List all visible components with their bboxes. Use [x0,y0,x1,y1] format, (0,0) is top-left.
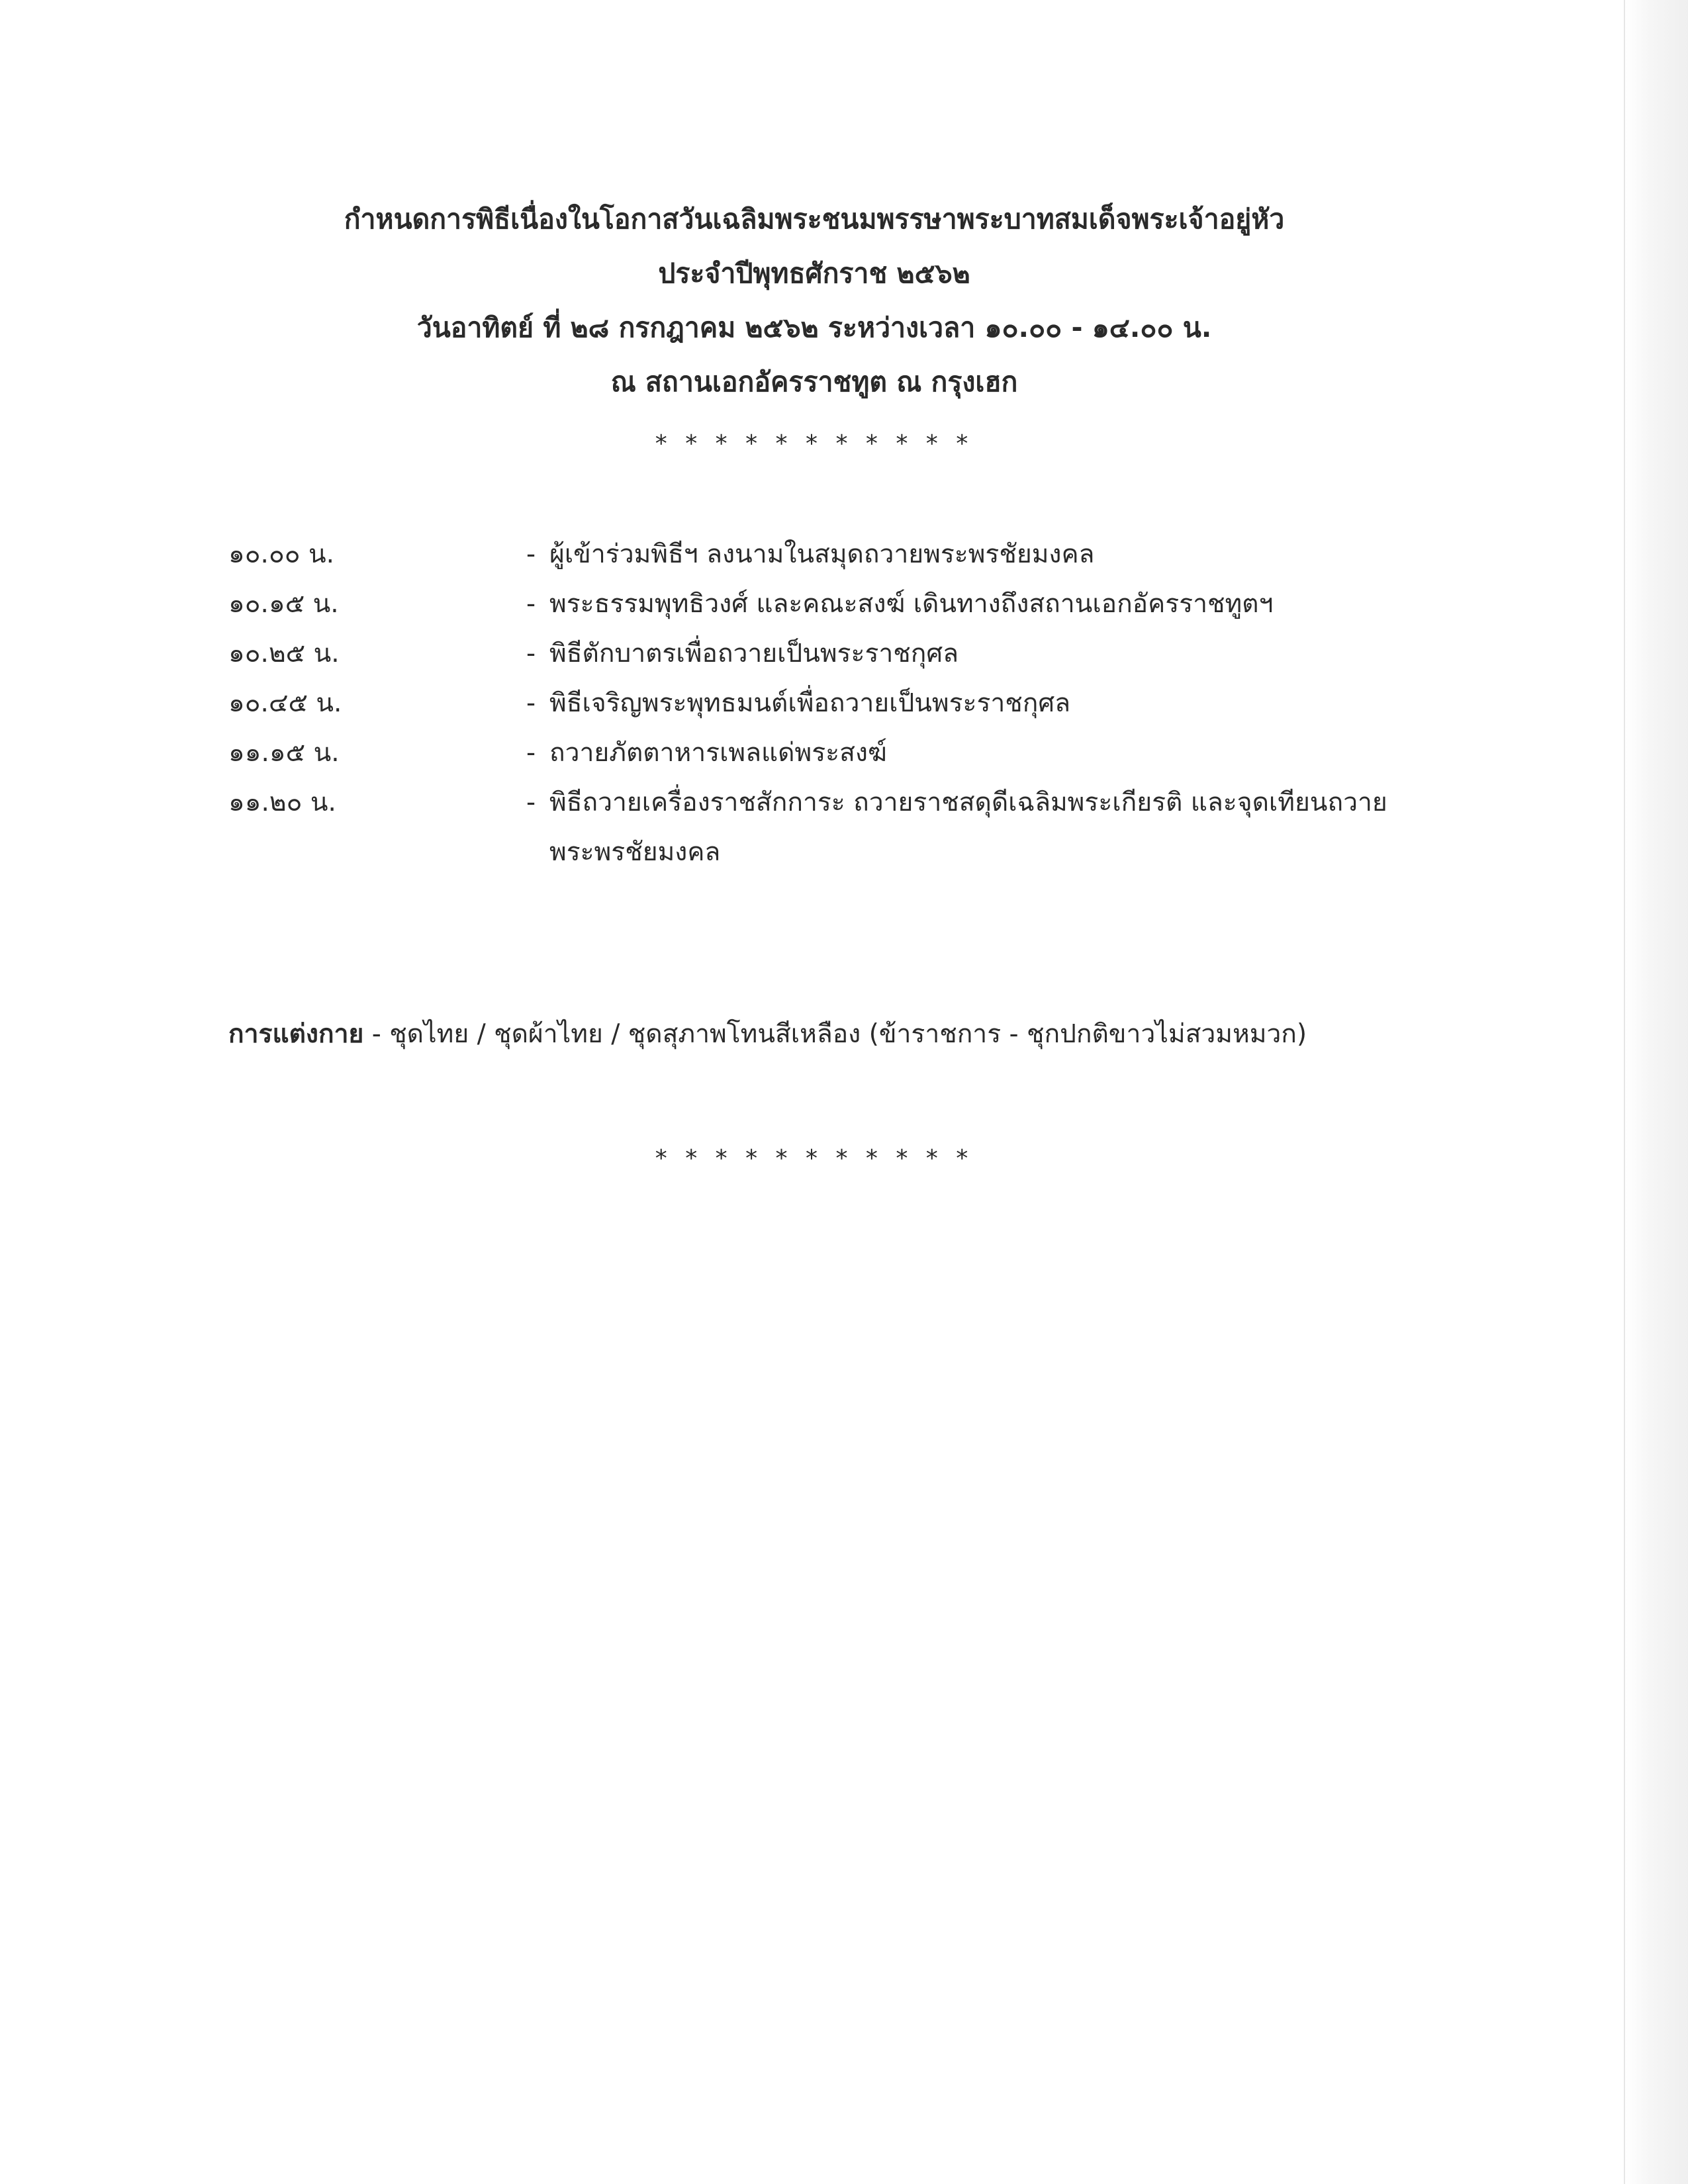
schedule-row [228,728,1473,778]
schedule-dash: - [526,788,536,817]
schedule-row [228,678,1473,728]
dress-code [228,1009,1307,1059]
schedule-time: ๑๐.๔๕ น. [228,688,342,718]
schedule-row [228,629,1473,678]
header-title: กำหนดการพิธีเนื่องในโอกาสวันเฉลิมพระชนมพรรษาพระบาทสมเด็จพระเจ้าอยู่หัว [344,203,1285,235]
schedule-time: ๑๑.๒๐ น. [228,788,336,817]
page-edge-shadow [1625,0,1688,2184]
schedule-description-continued: พระพรชัยมงคล [549,837,721,867]
schedule-dash: - [526,589,536,619]
schedule-time: ๑๐.๑๕ น. [228,589,339,619]
document-header [0,192,1628,409]
schedule-time: ๑๑.๑๕ น. [228,738,340,768]
schedule-dash: - [526,539,536,569]
header-date-time: วันอาทิตย์ ที่ ๒๘ กรกฎาคม ๒๕๖๒ ระหว่างเวลา ๑๐.๐๐ - ๑๔.๐๐ น. [416,312,1212,343]
header-venue: ณ สถานเอกอัครราชทูต ณ กรุงเฮก [610,366,1018,398]
schedule-description: ถวายภัตตาหารเพลแด่พระสงฆ์ [549,738,887,768]
separator-bottom: * * * * * * * * * * * [655,1145,974,1172]
schedule-dash: - [526,688,536,718]
dress-code-label: การแต่งกาย [228,1019,364,1049]
schedule-description-wrapped [549,778,1473,877]
schedule-description: พระธรรมพุทธิวงศ์ และคณะสงฆ์ เดินทางถึงสถานเอกอัครราชทูตฯ [549,589,1274,619]
dress-code-text: - ชุดไทย / ชุดผ้าไทย / ชุดสุภาพโทนสีเหลือง (ข้าราชการ - ชุกปกติขาวไม่สวมหมวก) [363,1019,1307,1049]
schedule-time: ๑๐.๐๐ น. [228,539,335,569]
schedule-description: พิธีตักบาตรเพื่อถวายเป็นพระราชกุศล [549,639,959,668]
schedule-row [228,579,1473,629]
schedule-row [228,529,1473,579]
header-year: ประจำปีพุทธศักราช ๒๕๖๒ [658,257,970,289]
separator-top: * * * * * * * * * * * [655,430,974,457]
schedule-dash: - [526,639,536,668]
schedule-row [228,778,1473,877]
schedule-description: ผู้เข้าร่วมพิธีฯ ลงนามในสมุดถวายพระพรชัยมงคล [549,539,1095,569]
schedule-time: ๑๐.๒๕ น. [228,639,340,668]
schedule-description: พิธีเจริญพระพุทธมนต์เพื่อถวายเป็นพระราชกุศล [549,688,1071,718]
schedule-dash: - [526,738,536,768]
schedule-description: พิธีถวายเครื่องราชสักการะ ถวายราชสดุดีเฉลิมพระเกียรติ และจุดเทียนถวาย [549,788,1387,817]
schedule-list [228,529,1473,877]
